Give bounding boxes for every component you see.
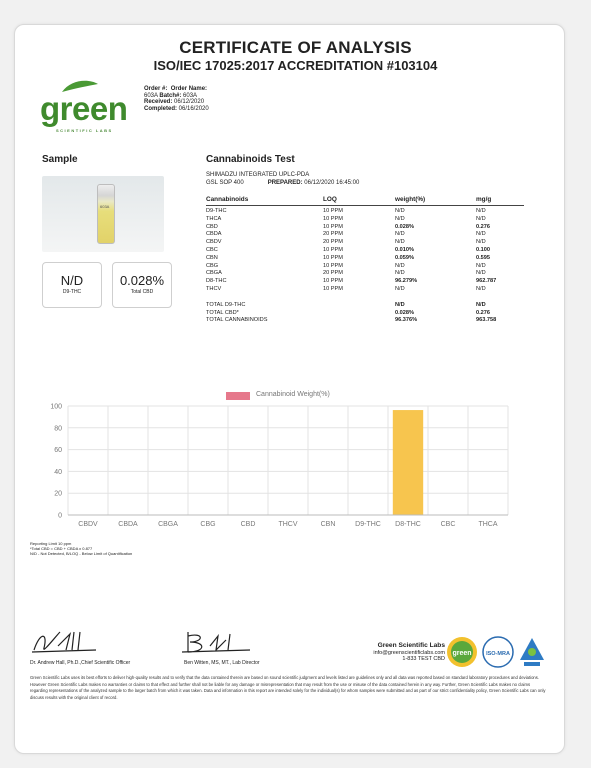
total-cell: N/D — [476, 301, 486, 308]
total-cell: TOTAL CANNABINOIDS — [206, 317, 268, 324]
table-row — [206, 270, 524, 278]
vial-label: 603A — [100, 204, 110, 209]
x-tick-label: CBD — [240, 521, 256, 528]
instrument-line: SHIMADZU INTEGRATED UPLC-PDA — [206, 172, 310, 178]
order-label: Order #: — [144, 86, 168, 92]
col-header-cannabinoids: Cannabinoids — [206, 196, 249, 203]
x-tick-label: CBDA — [118, 521, 138, 528]
table-cell: THCV — [206, 285, 222, 292]
table-cell: N/D — [476, 270, 486, 277]
table-cell: 10 PPM — [323, 215, 343, 222]
table-header — [206, 195, 524, 206]
x-tick-label: CBN — [320, 521, 336, 528]
table-cell: N/D — [395, 231, 405, 238]
legend-label: Cannabinoid Weight(%) — [256, 391, 330, 398]
table-cell: 962.787 — [476, 278, 497, 285]
green-logo — [40, 84, 140, 136]
footnote-total-cbd: *Total CBD = CBD + CBDA x 0.877 — [30, 546, 93, 551]
table-row — [206, 208, 524, 216]
total-cbd-summary-label: Total CBD — [130, 289, 154, 295]
lab-name: Green Scientific Labs — [377, 642, 445, 649]
d9-thc-summary-box — [42, 262, 102, 308]
pja-accreditation-icon — [518, 636, 546, 668]
table-cell: 96.279% — [395, 278, 418, 285]
prepared-value: 06/12/2020 16:45:00 — [304, 180, 360, 186]
table-cell: 10 PPM — [323, 208, 343, 214]
disclaimer-text: Green Scientific Labs uses its best efforts to deliver high-quality results and to verify that the data contained therein are based on sound scientific judgment and levels listed are guidelines only and all data was reported based on standard laboratory procedures and deviations. However Green Scientific Labs makes no warranties or claims to that effect and further shall not be liable for any damage or misrepresentation that may result from the use or misuse of the data contained herein in any way. Further, Green Scientific Labs makes no claims regarding representations of the analyzed sample to the larger batch from which it was taken. Data and information in this report are intended solely for the individual(s) for whom samples were submitted and as part of our strict confidentiality policy, Green Scientific Labs can only discuss results with the original client of record. — [30, 675, 546, 700]
sample-photo — [42, 176, 164, 252]
table-cell: CBD — [206, 223, 218, 230]
footnote-reporting-limit: Reporting Limit 10 ppm — [30, 541, 72, 546]
col-header-loq: LOQ — [323, 196, 337, 203]
table-row — [206, 239, 524, 247]
x-tick-label: D8-THC — [395, 521, 421, 528]
batch-label: Batch#: — [159, 92, 182, 99]
table-cell: N/D — [476, 262, 486, 269]
total-row — [206, 310, 524, 318]
total-row — [206, 302, 524, 310]
total-cell: 0.028% — [395, 309, 414, 316]
received-value: 06/12/2020 — [174, 99, 205, 106]
table-row — [206, 286, 524, 294]
table-cell: N/D — [395, 208, 405, 214]
table-cell: 20 PPM — [323, 231, 343, 238]
table-row — [206, 224, 524, 232]
y-tick-label: 0 — [58, 512, 62, 520]
footnotes — [30, 541, 132, 556]
total-cell: TOTAL D9-THC — [206, 301, 246, 308]
ilac-mra-text: ISO-MRA — [486, 651, 510, 657]
received-label: Received: — [144, 99, 173, 106]
table-cell: D9-THC — [206, 208, 227, 214]
table-cell: 0.595 — [476, 254, 490, 261]
logo-wordmark: green — [40, 90, 128, 127]
sop-line — [206, 180, 359, 186]
total-cell: 0.276 — [476, 309, 490, 316]
table-cell: 0.100 — [476, 246, 490, 253]
x-tick-label: D9-THC — [355, 521, 381, 528]
accreditation-line: ISO/IEC 17025:2017 ACCREDITATION #103104 — [153, 58, 438, 73]
order-name-label: Order Name: — [170, 86, 208, 92]
signature-caption-2: Ben Witten, MS, MT., Lab Director — [184, 660, 260, 666]
y-tick-label: 60 — [54, 447, 62, 455]
table-row — [206, 278, 524, 286]
green-seal-icon — [446, 636, 478, 668]
lab-email: info@greenscientificlabs.com — [373, 649, 445, 656]
table-cell: 10 PPM — [323, 278, 343, 285]
x-tick-label: CBC — [440, 521, 456, 528]
sample-heading: Sample — [42, 154, 78, 165]
total-row — [206, 317, 524, 325]
table-cell: N/D — [476, 285, 486, 292]
x-tick-label: CBG — [200, 521, 216, 528]
d9-thc-summary-value: N/D — [60, 273, 84, 288]
table-cell: 10 PPM — [323, 254, 343, 261]
table-cell: CBG — [206, 262, 219, 269]
table-cell: CBC — [206, 246, 218, 253]
sop-value: GSL SOP 400 — [206, 180, 244, 186]
cannabinoids-test-heading: Cannabinoids Test — [206, 154, 295, 165]
table-cell: N/D — [476, 208, 486, 214]
x-tick-label: THCV — [278, 521, 298, 528]
completed-value: 06/16/2020 — [178, 105, 209, 112]
col-header-weight: weight(%) — [395, 196, 426, 203]
signature-andrew-hall — [30, 628, 100, 656]
table-cell: CBDV — [206, 239, 222, 246]
table-cell: N/D — [476, 231, 486, 238]
y-tick-label: 20 — [54, 490, 62, 498]
total-cell: 963.758 — [476, 317, 497, 324]
footnote-nd: N/D - Not Detected, B/LOQ - Below Limit of Quantification — [30, 551, 133, 556]
table-row — [206, 216, 524, 224]
logo-subtext: SCIENTIFIC LABS — [56, 128, 113, 133]
col-header-mgg: mg/g — [476, 196, 492, 203]
table-row — [206, 255, 524, 263]
table-cell: 0.028% — [395, 223, 414, 230]
total-cbd-summary-value: 0.028% — [119, 273, 165, 288]
table-cell: N/D — [476, 215, 486, 222]
table-cell: CBDA — [206, 231, 222, 238]
table-cell: 0.059% — [395, 254, 414, 261]
table-cell: CBGA — [206, 270, 222, 277]
table-row — [206, 263, 524, 271]
table-cell: N/D — [395, 262, 405, 269]
order-info — [144, 86, 209, 112]
y-tick-label: 100 — [50, 403, 62, 411]
green-seal-text: green — [452, 650, 472, 657]
table-cell: 20 PPM — [323, 239, 343, 246]
cannabinoids-table — [206, 195, 524, 325]
table-cell: N/D — [395, 239, 405, 246]
y-tick-label: 40 — [54, 468, 62, 476]
lab-contact — [373, 643, 445, 663]
table-cell: 10 PPM — [323, 285, 343, 292]
table-cell: 0.276 — [476, 223, 490, 230]
table-spacer — [206, 294, 524, 302]
lab-phone: 1-833 TEST CBD — [402, 656, 445, 662]
total-cell: 96.376% — [395, 317, 418, 324]
table-cell: D8-THC — [206, 278, 227, 285]
table-cell: THCA — [206, 215, 222, 222]
ilac-mra-icon — [482, 636, 514, 668]
bar-d8-thc — [393, 410, 423, 515]
total-cell: N/D — [395, 301, 405, 308]
table-cell: N/D — [476, 239, 486, 246]
order-number: 603A — [144, 92, 158, 99]
table-cell: N/D — [395, 215, 405, 222]
table-cell: 0.010% — [395, 246, 414, 253]
table-cell: 10 PPM — [323, 262, 343, 269]
x-tick-label: CBDV — [78, 521, 98, 528]
table-cell: CBN — [206, 254, 218, 261]
completed-label: Completed: — [144, 105, 177, 112]
x-tick-label: THCA — [478, 521, 498, 528]
signature-caption-1: Dr. Andrew Hall, Ph.D.,Chief Scientific Officer — [30, 660, 131, 666]
table-row — [206, 231, 524, 239]
prepared-label: PREPARED: — [267, 180, 303, 186]
table-cell: 20 PPM — [323, 270, 343, 277]
table-row — [206, 247, 524, 255]
table-cell: N/D — [395, 270, 405, 277]
batch-value: 603A — [183, 92, 198, 99]
y-tick-label: 80 — [54, 425, 62, 433]
table-cell: 10 PPM — [323, 246, 343, 253]
x-tick-label: CBGA — [158, 521, 178, 528]
total-cbd-summary-box — [112, 262, 172, 308]
table-cell: N/D — [395, 285, 405, 292]
total-cell: TOTAL CBD* — [206, 309, 239, 316]
cannabinoid-weight-chart — [28, 398, 518, 533]
vial-image — [97, 184, 115, 244]
table-cell: 10 PPM — [323, 223, 343, 230]
signature-ben-witten — [182, 628, 252, 656]
d9-thc-summary-label: D9-THC — [62, 289, 82, 295]
certificate-title: CERTIFICATE OF ANALYSIS — [179, 38, 412, 57]
